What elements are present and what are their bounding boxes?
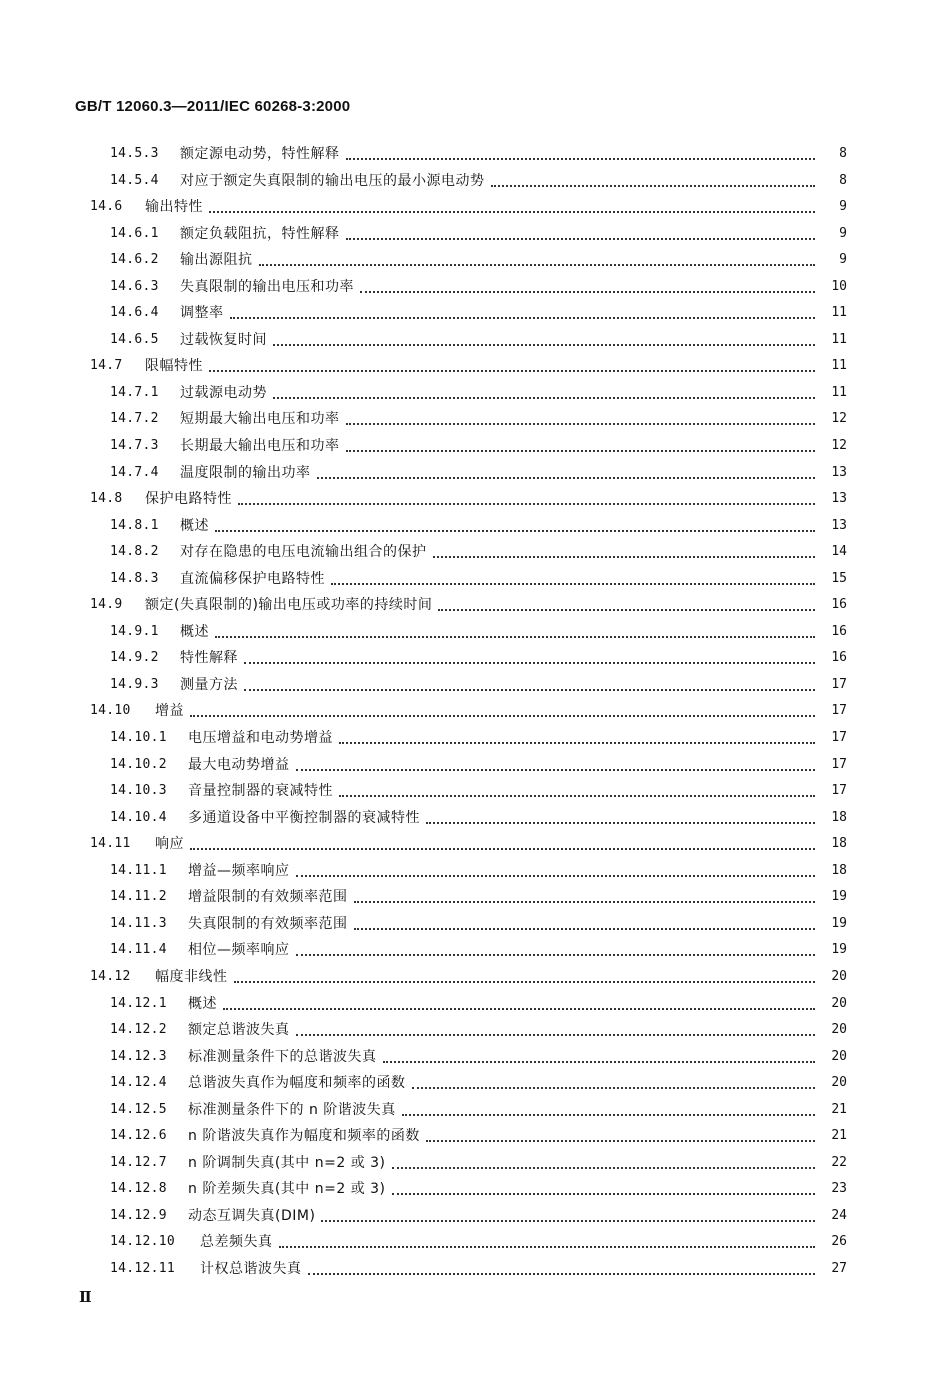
toc-page-number: 17 (831, 783, 847, 799)
toc-dot-leader (392, 1167, 815, 1169)
toc-dot-leader (215, 636, 815, 638)
toc-entry[interactable] (0, 858, 950, 885)
toc-section-number: 14.12.5 (110, 1101, 167, 1117)
toc-page-number: 13 (831, 464, 847, 480)
toc-dot-leader (346, 238, 815, 240)
toc-section-title: 多通道设备中平衡控制器的衰减特性 (188, 809, 420, 826)
toc-entry[interactable] (0, 274, 950, 301)
toc-section-number: 14.7.3 (110, 438, 159, 454)
toc-entry[interactable] (0, 592, 950, 619)
toc-section-number: 14.11.3 (110, 915, 167, 931)
toc-page-number: 13 (831, 491, 847, 507)
toc-entry[interactable] (0, 1097, 950, 1124)
toc-dot-leader (244, 662, 815, 664)
toc-entry[interactable] (0, 619, 950, 646)
toc-entry[interactable] (0, 778, 950, 805)
toc-page-number: 21 (831, 1101, 847, 1117)
toc-section-title: 过载恢复时间 (180, 331, 267, 348)
toc-dot-leader (296, 875, 815, 877)
toc-entry[interactable] (0, 221, 950, 248)
toc-dot-leader (402, 1114, 815, 1116)
toc-entry[interactable] (0, 1044, 950, 1071)
toc-entry[interactable] (0, 831, 950, 858)
toc-page-number: 24 (831, 1207, 847, 1223)
table-of-contents (0, 141, 950, 1283)
toc-section-number: 14.12.2 (110, 1022, 167, 1038)
toc-entry[interactable] (0, 141, 950, 168)
toc-page-number: 22 (831, 1154, 847, 1170)
toc-page-number: 8 (839, 172, 847, 188)
toc-section-title: 调整率 (180, 305, 224, 322)
toc-dot-leader (426, 1140, 815, 1142)
toc-entry[interactable] (0, 353, 950, 380)
toc-section-number: 14.12 (90, 968, 131, 984)
toc-section-title: 长期最大输出电压和功率 (180, 438, 340, 455)
toc-dot-leader (426, 822, 815, 824)
toc-section-number: 14.9.2 (110, 650, 159, 666)
toc-page-number: 16 (831, 650, 847, 666)
toc-dot-leader (412, 1087, 815, 1089)
toc-entry[interactable] (0, 1176, 950, 1203)
toc-section-title: 额定负载阻抗，特性解释 (180, 225, 340, 242)
toc-section-number: 14.5.4 (110, 172, 159, 188)
toc-section-title: 保护电路特性 (145, 491, 232, 508)
toc-page-number: 19 (831, 942, 847, 958)
toc-entry[interactable] (0, 725, 950, 752)
toc-dot-leader (223, 1008, 815, 1010)
toc-section-number: 14.8.2 (110, 544, 159, 560)
toc-section-title: 失真限制的输出电压和功率 (180, 278, 354, 295)
toc-section-number: 14.7 (90, 358, 123, 374)
toc-page-number: 18 (831, 862, 847, 878)
toc-dot-leader (331, 583, 815, 585)
toc-page-number: 11 (831, 358, 847, 374)
toc-dot-leader (296, 954, 815, 956)
toc-section-number: 14.9.1 (110, 623, 159, 639)
toc-section-title: 动态互调失真(DIM) (188, 1207, 316, 1224)
toc-entry[interactable] (0, 752, 950, 779)
toc-page-number: 12 (831, 411, 847, 427)
toc-dot-leader (209, 211, 815, 213)
toc-section-number: 14.6.2 (110, 252, 159, 268)
toc-dot-leader (354, 928, 815, 930)
toc-dot-leader (317, 477, 815, 479)
toc-dot-leader (244, 689, 815, 691)
toc-section-title: 最大电动势增益 (188, 756, 290, 773)
toc-section-number: 14.12.6 (110, 1128, 167, 1144)
toc-page-number: 17 (831, 730, 847, 746)
toc-section-number: 14.7.2 (110, 411, 159, 427)
toc-page-number: 10 (831, 278, 847, 294)
toc-entry[interactable] (0, 380, 950, 407)
toc-entry[interactable] (0, 460, 950, 487)
toc-section-title: n 阶调制失真(其中 n=2 或 3) (188, 1154, 386, 1171)
toc-dot-leader (346, 423, 815, 425)
toc-dot-leader (234, 981, 815, 983)
toc-section-number: 14.6.1 (110, 225, 159, 241)
toc-section-title: 总差频失真 (200, 1234, 273, 1251)
toc-page-number: 27 (831, 1260, 847, 1276)
toc-section-number: 14.6 (90, 199, 123, 215)
toc-page-number: 13 (831, 517, 847, 533)
toc-entry[interactable] (0, 1070, 950, 1097)
toc-dot-leader (273, 397, 815, 399)
toc-section-number: 14.9.3 (110, 676, 159, 692)
toc-section-number: 14.8.1 (110, 517, 159, 533)
toc-section-title: 输出特性 (145, 199, 203, 216)
toc-dot-leader (279, 1246, 815, 1248)
toc-section-title: n 阶差频失真(其中 n=2 或 3) (188, 1181, 386, 1198)
toc-page-number: 16 (831, 597, 847, 613)
toc-dot-leader (273, 344, 815, 346)
toc-section-number: 14.7.4 (110, 464, 159, 480)
toc-section-title: 增益 (155, 703, 184, 720)
toc-dot-leader (190, 715, 815, 717)
toc-entry[interactable] (0, 1203, 950, 1230)
toc-section-title: 电压增益和电动势增益 (188, 730, 333, 747)
toc-page-number: 23 (831, 1181, 847, 1197)
toc-page-number: 19 (831, 915, 847, 931)
toc-entry[interactable] (0, 805, 950, 832)
toc-section-title: 输出源阻抗 (180, 252, 253, 269)
toc-entry[interactable] (0, 1017, 950, 1044)
toc-page-number: 8 (839, 146, 847, 161)
toc-entry[interactable] (0, 884, 950, 911)
toc-dot-leader (259, 264, 815, 266)
toc-section-title: 对存在隐患的电压电流输出组合的保护 (180, 544, 427, 561)
toc-entry[interactable] (0, 991, 950, 1018)
toc-section-title: 限幅特性 (145, 358, 203, 375)
document-header: GB/T 12060.3—2011/IEC 60268-3:2000 (75, 98, 351, 115)
toc-section-title: n 阶谐波失真作为幅度和频率的函数 (188, 1128, 420, 1145)
toc-section-number: 14.5.3 (110, 146, 159, 161)
toc-section-title: 过载源电动势 (180, 384, 267, 401)
toc-section-number: 14.11.2 (110, 889, 167, 905)
toc-dot-leader (339, 795, 815, 797)
toc-section-number: 14.10.2 (110, 756, 167, 772)
page-number: Ⅱ (79, 1288, 92, 1306)
toc-section-title: 额定源电动势，特性解释 (180, 146, 340, 162)
toc-section-title: 温度限制的输出功率 (180, 464, 311, 481)
toc-dot-leader (238, 503, 815, 505)
toc-page-number: 11 (831, 384, 847, 400)
toc-dot-leader (346, 158, 815, 160)
toc-section-title: 对应于额定失真限制的输出电压的最小源电动势 (180, 172, 485, 189)
toc-entry[interactable] (0, 406, 950, 433)
toc-section-title: 概述 (180, 623, 209, 640)
toc-section-number: 14.7.1 (110, 384, 159, 400)
toc-section-title: 标准测量条件下的总谐波失真 (188, 1048, 377, 1065)
toc-page-number: 18 (831, 809, 847, 825)
toc-entry[interactable] (0, 539, 950, 566)
toc-page-number: 11 (831, 305, 847, 321)
toc-page-number: 21 (831, 1128, 847, 1144)
toc-page-number: 9 (839, 252, 847, 268)
toc-dot-leader (438, 609, 815, 611)
toc-section-title: 增益限制的有效频率范围 (188, 889, 348, 906)
toc-entry[interactable] (0, 486, 950, 513)
toc-section-title: 额定总谐波失真 (188, 1022, 290, 1039)
toc-entry[interactable] (0, 964, 950, 991)
toc-section-number: 14.10.4 (110, 809, 167, 825)
toc-entry[interactable] (0, 645, 950, 672)
toc-section-title: 响应 (155, 836, 184, 853)
toc-section-number: 14.10.3 (110, 783, 167, 799)
toc-section-number: 14.10.1 (110, 730, 167, 746)
toc-dot-leader (230, 317, 815, 319)
toc-dot-leader (296, 769, 815, 771)
toc-section-title: 相位—频率响应 (188, 942, 290, 959)
toc-entry[interactable] (0, 433, 950, 460)
toc-dot-leader (190, 848, 815, 850)
toc-dot-leader (346, 450, 815, 452)
toc-entry[interactable] (0, 1229, 950, 1256)
toc-section-number: 14.11.4 (110, 942, 167, 958)
toc-page-number: 20 (831, 995, 847, 1011)
toc-section-number: 14.12.8 (110, 1181, 167, 1197)
toc-entry[interactable] (0, 327, 950, 354)
toc-section-title: 幅度非线性 (155, 968, 228, 985)
toc-entry[interactable] (0, 1150, 950, 1177)
toc-section-title: 测量方法 (180, 676, 238, 693)
toc-dot-leader (383, 1061, 815, 1063)
toc-section-number: 14.12.4 (110, 1075, 167, 1091)
toc-entry[interactable] (0, 672, 950, 699)
toc-dot-leader (392, 1193, 815, 1195)
toc-entry[interactable] (0, 698, 950, 725)
toc-section-title: 概述 (180, 517, 209, 534)
toc-section-title: 失真限制的有效频率范围 (188, 915, 348, 932)
toc-page-number: 20 (831, 1022, 847, 1038)
toc-entry[interactable] (0, 937, 950, 964)
toc-page-number: 20 (831, 1075, 847, 1091)
toc-section-number: 14.12.11 (110, 1260, 176, 1276)
toc-dot-leader (360, 291, 815, 293)
toc-page-number: 17 (831, 756, 847, 772)
toc-dot-leader (339, 742, 815, 744)
toc-section-number: 14.11.1 (110, 862, 167, 878)
toc-page-number: 20 (831, 968, 847, 984)
toc-page-number: 16 (831, 623, 847, 639)
toc-section-title: 音量控制器的衰减特性 (188, 783, 333, 800)
toc-entry[interactable] (0, 1123, 950, 1150)
toc-section-number: 14.10 (90, 703, 131, 719)
toc-page-number: 20 (831, 1048, 847, 1064)
toc-section-number: 14.9 (90, 597, 123, 613)
toc-page-number: 15 (831, 570, 847, 586)
toc-dot-leader (308, 1273, 815, 1275)
toc-page-number: 14 (831, 544, 847, 560)
toc-page-number: 18 (831, 836, 847, 852)
toc-section-number: 14.6.4 (110, 305, 159, 321)
toc-dot-leader (433, 556, 815, 558)
toc-section-number: 14.12.9 (110, 1207, 167, 1223)
toc-section-number: 14.12.3 (110, 1048, 167, 1064)
toc-entry[interactable] (0, 513, 950, 540)
toc-entry[interactable] (0, 1256, 950, 1283)
toc-section-title: 计权总谐波失真 (200, 1260, 302, 1277)
toc-page-number: 17 (831, 703, 847, 719)
toc-page-number: 17 (831, 676, 847, 692)
toc-section-title: 概述 (188, 995, 217, 1012)
toc-section-number: 14.8.3 (110, 570, 159, 586)
toc-section-number: 14.12.10 (110, 1234, 176, 1250)
toc-entry[interactable] (0, 247, 950, 274)
toc-dot-leader (209, 370, 815, 372)
toc-entry[interactable] (0, 300, 950, 327)
toc-entry[interactable] (0, 911, 950, 938)
toc-entry[interactable] (0, 566, 950, 593)
toc-section-title: 标准测量条件下的 n 阶谐波失真 (188, 1101, 396, 1118)
toc-page-number: 19 (831, 889, 847, 905)
toc-section-title: 增益—频率响应 (188, 862, 290, 879)
toc-page-number: 9 (839, 225, 847, 241)
toc-dot-leader (215, 530, 815, 532)
toc-page-number: 26 (831, 1234, 847, 1250)
toc-section-number: 14.12.7 (110, 1154, 167, 1170)
toc-section-title: 直流偏移保护电路特性 (180, 570, 325, 587)
toc-section-title: 短期最大输出电压和功率 (180, 411, 340, 428)
toc-section-title: 额定(失真限制的)输出电压或功率的持续时间 (145, 597, 433, 614)
toc-section-title: 特性解释 (180, 650, 238, 667)
toc-dot-leader (491, 185, 815, 187)
toc-page-number: 11 (831, 331, 847, 347)
toc-page-number: 9 (839, 199, 847, 215)
toc-dot-leader (296, 1034, 815, 1036)
toc-section-number: 14.6.5 (110, 331, 159, 347)
toc-section-number: 14.12.1 (110, 995, 167, 1011)
toc-section-number: 14.11 (90, 836, 131, 852)
toc-section-number: 14.8 (90, 491, 123, 507)
toc-section-number: 14.6.3 (110, 278, 159, 294)
toc-dot-leader (321, 1220, 815, 1222)
toc-section-title: 总谐波失真作为幅度和频率的函数 (188, 1075, 406, 1092)
toc-entry[interactable] (0, 194, 950, 221)
toc-dot-leader (354, 901, 815, 903)
toc-entry[interactable] (0, 168, 950, 195)
toc-page-number: 12 (831, 438, 847, 454)
